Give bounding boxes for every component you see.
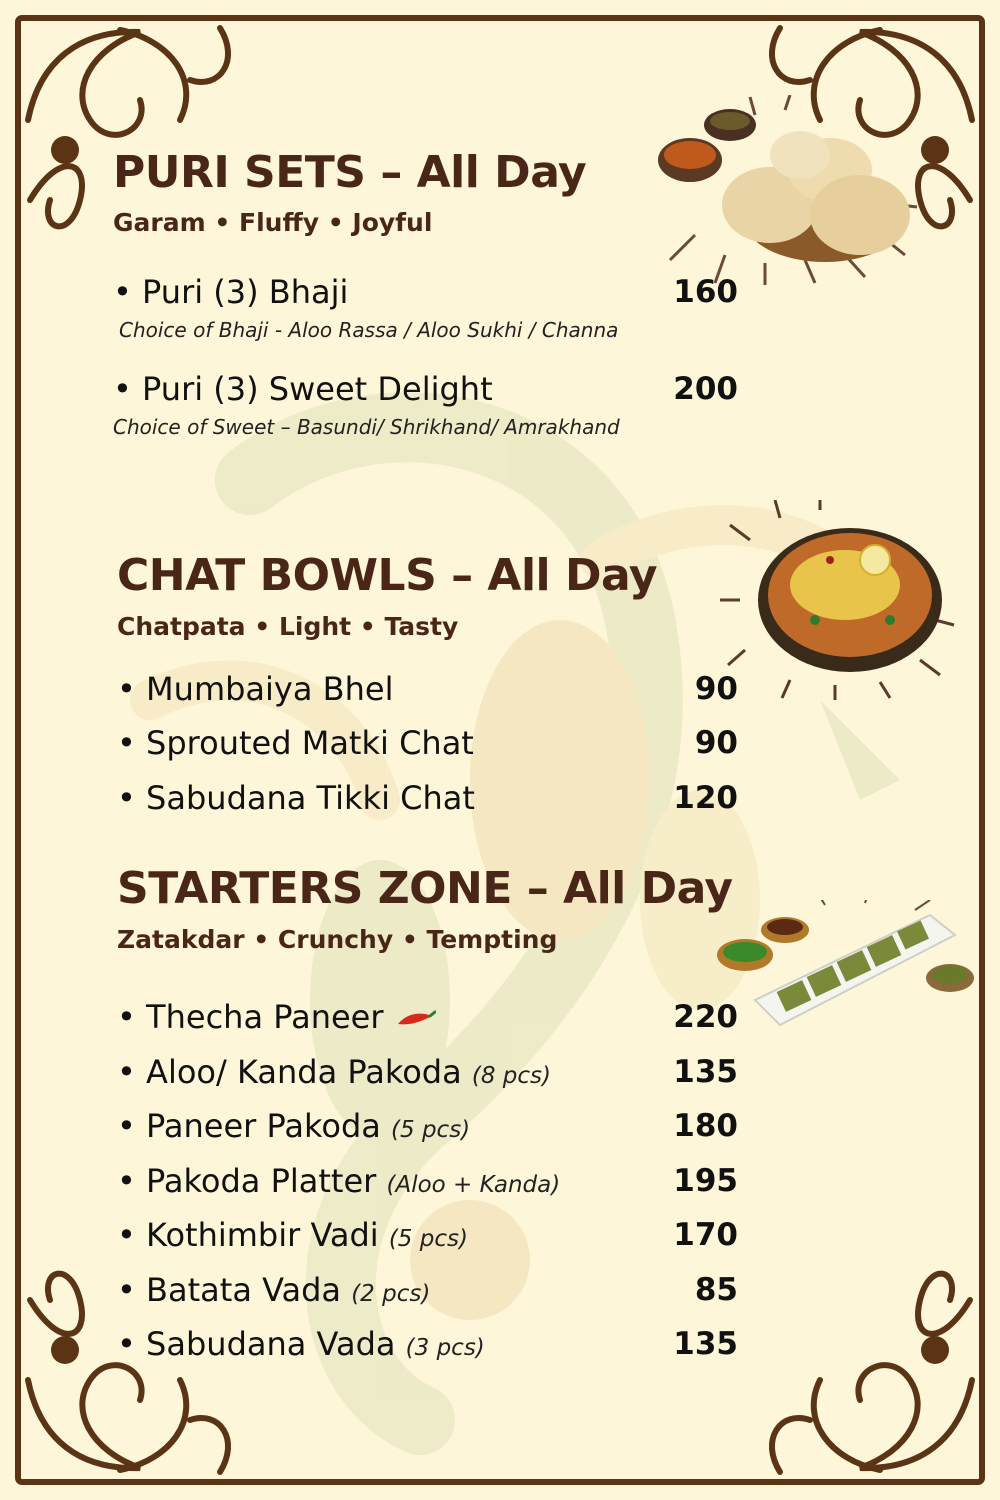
item-name-text: • Pakoda Platter [117, 1162, 377, 1200]
menu-item [117, 1268, 738, 1312]
item-description: Choice of Sweet – Basundi/ Shrikhand/ Amrakhand [113, 415, 620, 439]
item-name-text: • Kothimbir Vadi [117, 1216, 379, 1254]
item-name: • Sabudana Tikki Chat [117, 779, 475, 817]
item-name-text: • Paneer Pakoda [117, 1107, 381, 1145]
menu-item [117, 776, 738, 820]
puri-plate-image [655, 95, 920, 285]
menu-item [117, 995, 738, 1039]
item-price: 135 [673, 1054, 738, 1090]
menu-item [117, 667, 738, 711]
item-quantity: (2 pcs) [351, 1281, 431, 1307]
item-name: • Puri (3) Sweet Delight [113, 370, 493, 408]
item-quantity: (Aloo + Kanda) [386, 1172, 561, 1198]
item-quantity: (8 pcs) [471, 1063, 551, 1089]
section-subtitle-starters-zone: Zatakdar • Crunchy • Tempting [117, 925, 558, 954]
item-price: 160 [673, 274, 738, 310]
item-name [117, 995, 436, 1039]
item-quantity: (5 pcs) [388, 1226, 468, 1252]
bhel-bowl-image [720, 500, 955, 700]
section-title-chat-bowls: CHAT BOWLS – All Day [117, 550, 657, 601]
item-name [117, 1050, 551, 1098]
item-price: 85 [694, 1272, 738, 1308]
section-title-starters-zone: STARTERS ZONE – All Day [117, 863, 733, 914]
paneer-platter-image [715, 900, 975, 1030]
section-subtitle-puri-sets: Garam • Fluffy • Joyful [113, 208, 433, 237]
item-price: 200 [673, 371, 738, 407]
item-quantity: (3 pcs) [405, 1335, 485, 1361]
menu-item [117, 1104, 738, 1148]
item-price: 220 [673, 999, 738, 1035]
item-price: 135 [673, 1326, 738, 1362]
item-name-text: • Aloo/ Kanda Pakoda [117, 1053, 462, 1091]
item-name: • Mumbaiya Bhel [117, 670, 394, 708]
item-price: 90 [694, 671, 738, 707]
section-subtitle-chat-bowls: Chatpata • Light • Tasty [117, 612, 459, 641]
item-name-text: • Sabudana Vada [117, 1325, 396, 1363]
item-price: 195 [673, 1163, 738, 1199]
chili-icon [394, 1008, 436, 1030]
menu-item [117, 721, 738, 765]
item-price: 170 [673, 1217, 738, 1253]
item-name: • Sprouted Matki Chat [117, 724, 474, 762]
menu-item [117, 1213, 738, 1257]
item-name: • Puri (3) Bhaji [113, 273, 349, 311]
item-name-text: • Thecha Paneer [117, 998, 384, 1036]
item-description: Choice of Bhaji - Aloo Rassa / Aloo Sukhi / Channa [119, 318, 619, 342]
menu-item [113, 367, 738, 411]
item-name-text: • Batata Vada [117, 1271, 342, 1309]
item-name [117, 1159, 560, 1207]
item-price: 180 [673, 1108, 738, 1144]
menu-item [117, 1050, 738, 1094]
item-name [117, 1104, 470, 1152]
item-price: 90 [694, 725, 738, 761]
item-name [117, 1268, 430, 1316]
menu-item [117, 1322, 738, 1366]
item-price: 120 [673, 780, 738, 816]
item-name [117, 1213, 468, 1261]
menu-item [117, 1159, 738, 1203]
section-title-puri-sets: PURI SETS – All Day [113, 147, 587, 198]
item-name [117, 1322, 485, 1370]
item-quantity: (5 pcs) [391, 1117, 471, 1143]
menu-item [113, 270, 738, 314]
